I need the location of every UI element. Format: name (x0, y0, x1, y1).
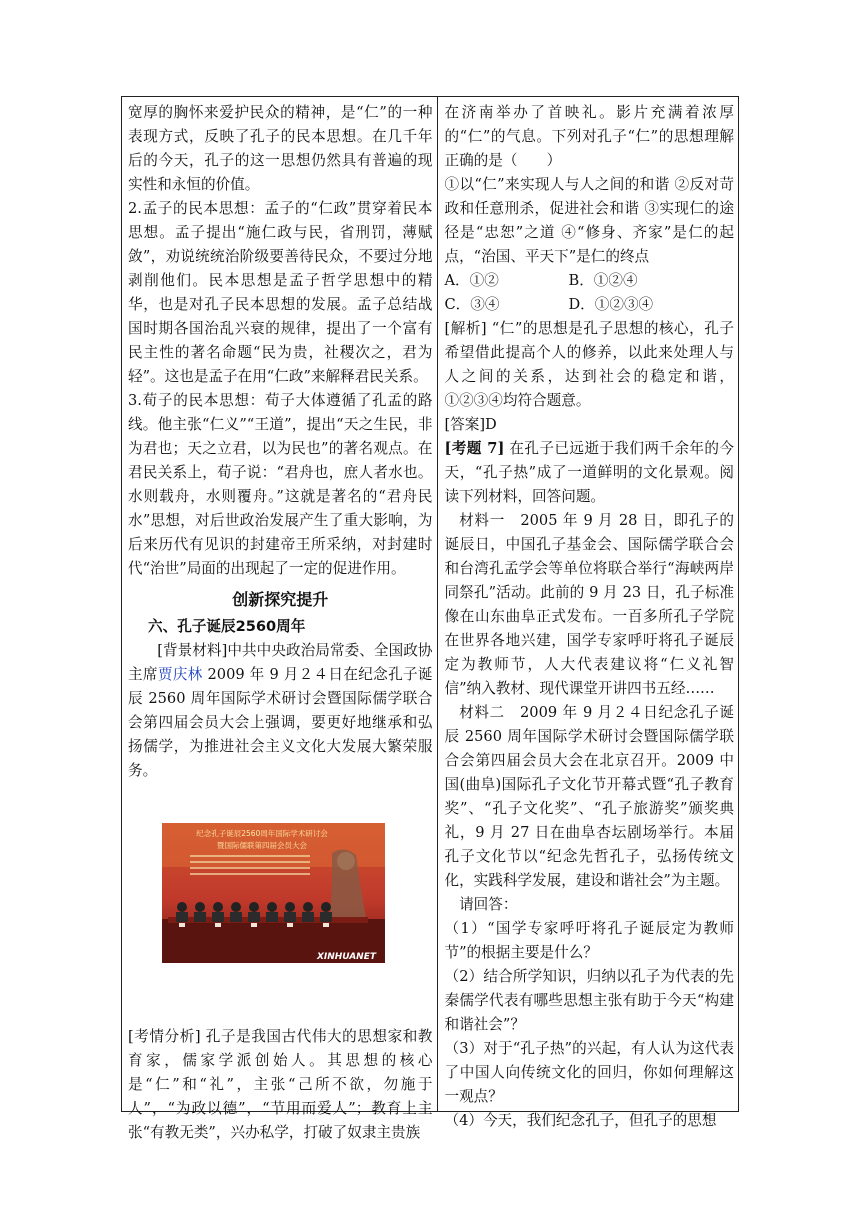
conference-photo (162, 823, 385, 963)
material-one: 材料一 2005 年 9 月 28 日，即孔子的诞辰日，中国孔子基金会、国际儒学联合会和台湾孔孟学会等单位将联合举行“海峡两岸同祭孔”活动。此前的 9 月 23 日，孔子标准像在山东曲阜正式发布。一百多所孔子学院在世界各地兴建，国学专家呼吁将孔子诞辰定为教师节，人大代表建议将“仁义礼智信”纳入教材、现代课堂开讲四书五经…… (444, 512, 734, 697)
options-row-1 (444, 269, 734, 293)
person-link[interactable]: 贾庆林 (157, 666, 203, 683)
options-row-2 (444, 293, 734, 317)
explanation: [解析] “仁”的思想是孔子思想的核心，孔子希望借此提高个人的修养，以此来处理人与人之间的关系，达到社会的稳定和谐，①②③④均符合题意。 (444, 320, 734, 409)
paragraph-xunzi: 3.荀子的民本思想：荀子大体遵循了孔孟的路线。他主张“仁义”“王道”，提出“天之生民，非为君也；天之立君，以为民也”的著名观点。在君民关系上，荀子说：“君舟也，庶人者水也。水则载舟，水则覆舟。”这就是著名的“君舟民水”思想，对后世政治发展产生了重大影响，为后来历代有见识的封建帝王所采纳，对封建时代“治世”局面的出现起了一定的促进作用。 (128, 392, 433, 577)
question-7 (444, 437, 734, 509)
banner-line-2: 暨国际儒联第四届会员大会 (217, 841, 307, 850)
answer-prompt: 请回答： (459, 896, 518, 913)
question-stem: 在济南举办了首映礼。影片充满着浓厚的“仁”的气息。下列对孔子“仁”的思想理解正确的是（ ） (444, 104, 734, 169)
option-b: B．①②④ (568, 272, 638, 289)
option-c: C．③④ (444, 296, 500, 313)
option-d: D．①②③④ (568, 296, 654, 313)
banner-line-1: 纪念孔子诞辰2560周年国际学术研讨会 (196, 829, 328, 838)
paragraph-mencius: 2.孟子的民本思想：孟子的“仁政”贯穿着民本思想。孟子提出“施仁政与民，省刑罚，薄赋敛”，劝说统统治阶级要善待民众，不要过分地剥削他们。民本思想是孟子哲学思想中的精华，也是对孔子民本思想的发展。孟子总结战国时期各国治乱兴衰的规律，提出了一个富有民主性的著名命题“民为贵，社稷次之，君为轻”。这也是孟子在用“仁政”来解释君民关系。 (128, 200, 433, 385)
background-text-b: 2009 年 9 月２４日在纪念孔子诞辰 2560 周年国际学术研讨会暨国际儒学联合会第四届会员大会上强调，要更好地继承和弘扬儒学，为推进社会主义文化大发展大繁荣服务。 (128, 666, 433, 779)
page-table (121, 96, 739, 1141)
option-a: A．①② (444, 272, 499, 289)
background-label: [背景材料] (157, 642, 228, 659)
background-material (128, 639, 432, 783)
question-7-label: [考题 7] (444, 440, 505, 457)
right-column (438, 97, 738, 1129)
left-column (122, 97, 438, 1141)
answer: [答案]D (444, 416, 497, 433)
photo-watermark: XINHUANET (316, 952, 376, 962)
section-heading: 创新探究提升 (232, 590, 329, 609)
section-subheading: 六、孔子诞辰2560周年 (148, 618, 306, 635)
analysis-text: 孔子是我国古代伟大的思想家和教育家，儒家学派创始人。其思想的核心是“仁”和“礼”，主张“己所不欲，勿施于人”，“为政以德”，“节用而爱人”；教育上主张“有教无类”，兴办私学，打破了奴隶主贵族 (128, 1028, 433, 1141)
analysis-label: [考情分析] (128, 1028, 201, 1045)
material-two: 材料二 2009 年 9 月２４日纪念孔子诞辰 2560 周年国际学术研讨会暨国际儒学联合会第四届会员大会在北京召开。2009 中国(曲阜)国际孔子文化节开幕式暨“孔子教育奖”、“孔子文化奖”、“孔子旅游奖”颁奖典礼，9 月 27 日在曲阜杏坛剧场举行。本届孔子文化节以“纪念先哲孔子，弘扬传统文化，实践科学发展，建设和谐社会”为主题。 (444, 704, 734, 889)
sub-question-2: （2）结合所学知识，归纳以孔子为代表的先秦儒学代表有哪些思想主张有助于今天“构建和谐社会”？ (444, 968, 734, 1033)
exam-analysis (128, 1025, 432, 1145)
background-text-a: 中共中央政治局常委、全国政协主席 (128, 642, 433, 683)
sub-question-3: （3）对于“孔子热”的兴起，有人认为这代表了中国人向传统文化的回归，你如何理解这一观点？ (444, 1040, 734, 1105)
sub-question-1: （1）“国学专家呼吁将孔子诞辰定为教师节”的根据主要是什么？ (444, 920, 734, 961)
question-statements: ①以“仁”来实现人与人之间的和谐 ②反对苛政和任意刑杀，促进社会和谐 ③实现仁的途径是“忠恕”之道 ④“修身、齐家”是仁的起点，“治国、平天下”是仁的终点 (444, 176, 734, 265)
question-7-text: 在孔子已远逝于我们两千余年的今天，“孔子热”成了一道鲜明的文化景观。阅读下列材料，回答问题。 (444, 440, 735, 505)
paragraph-confucius-people: 宽厚的胸怀来爱护民众的精神，是“仁”的一种表现方式，反映了孔子的民本思想。在几千年后的今天，孔子的这一思想仍然具有普遍的现实性和永恒的价值。 (128, 104, 433, 193)
sub-question-4: （4）今天，我们纪念孔子，但孔子的思想 (444, 1112, 717, 1129)
